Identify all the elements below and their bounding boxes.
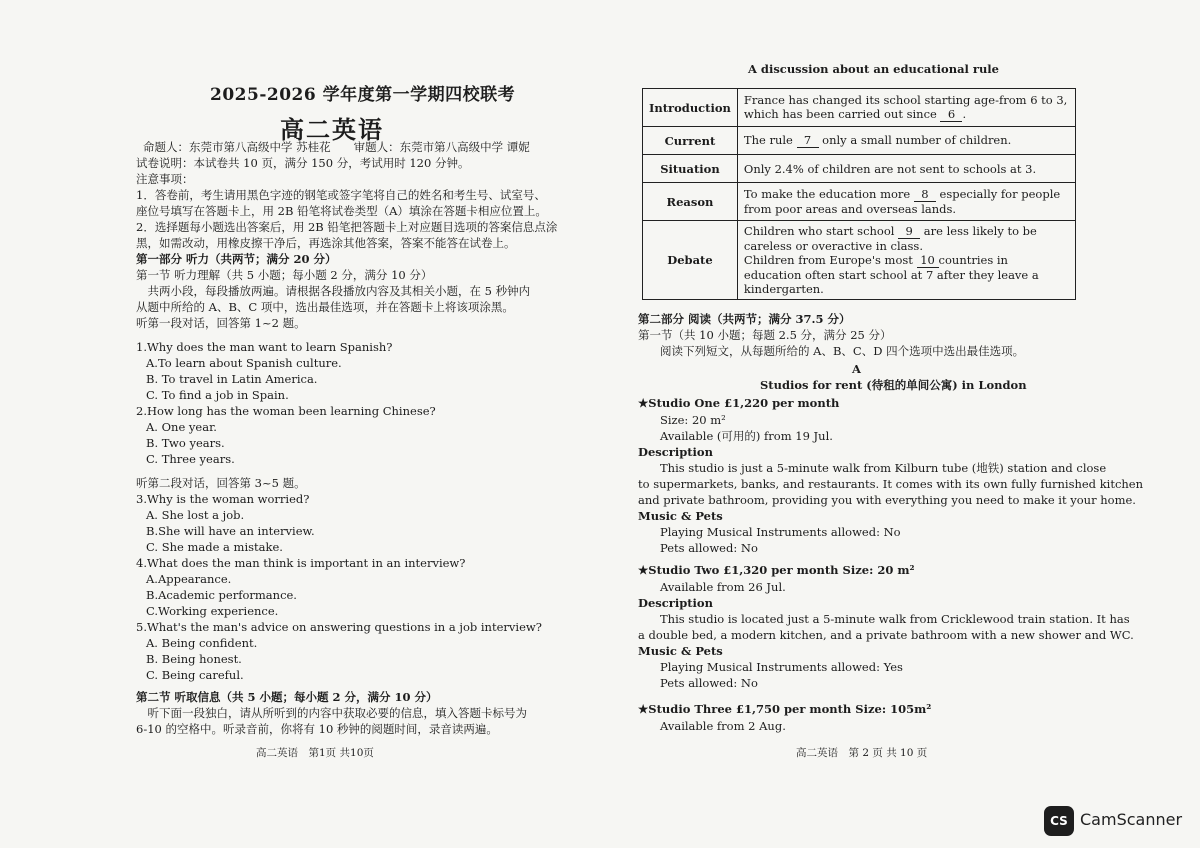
instruction-line: 从题中所给的 A、B、C 项中，选出最佳选项，并在答题卡上将该项涂黑。 xyxy=(136,300,514,314)
question-3: 3.Why is the woman worried? xyxy=(136,492,310,506)
section-heading: 第一节 听力理解（共 5 小题；每小题 2 分，满分 10 分） xyxy=(136,268,433,282)
studio-available: Available from 26 Jul. xyxy=(660,580,786,594)
option: B.She will have an interview. xyxy=(146,524,315,538)
studio-two-heading: ★Studio Two £1,320 per month Size: 20 m² xyxy=(638,563,915,577)
question-1: 1.Why does the man want to learn Spanish? xyxy=(136,340,393,354)
notice-line: 2．选择题每小题选出答案后，用 2B 铅笔把答题卡上对应题目选项的答案信息点涂 xyxy=(136,220,558,234)
notice-line: 座位号填写在答题卡上，用 2B 铅笔将试卷类型（A）填涂在答题卡相应位置上。 xyxy=(136,204,547,218)
row-head: Introduction xyxy=(643,89,738,127)
answer-blank: 9 xyxy=(898,224,920,239)
row-body: France has changed its school starting age-from 6 to 3, which has been carried out since 6 . xyxy=(737,89,1075,127)
option: A.Appearance. xyxy=(146,572,232,586)
description-line: to supermarkets, banks, and restaurants. It comes with its own fully furnished kitchen xyxy=(638,477,1144,491)
description-label: Description xyxy=(638,596,713,610)
description-line: and private bathroom, providing you with everything you need to make it your home. xyxy=(638,493,1136,507)
description-label: Description xyxy=(638,445,713,459)
part-heading: 第一部分 听力（共两节；满分 20 分） xyxy=(136,252,337,266)
row-head: Current xyxy=(643,127,738,155)
music-pets-label: Music & Pets xyxy=(638,644,723,658)
question-2: 2.How long has the woman been learning Chinese? xyxy=(136,404,436,418)
table-row xyxy=(643,89,1076,127)
reading-part-heading: 第二部分 阅读（共两节；满分 37.5 分） xyxy=(638,312,851,326)
row-body: Children who start school 9 are less likely to be careless or overactive in class. Children from Europe's most 10 countries in education often start school at 7 after they leave a kindergarten. xyxy=(737,221,1075,300)
row-body: To make the education more 8 especially for people from poor areas and overseas lands. xyxy=(737,183,1075,221)
option: C. She made a mistake. xyxy=(146,540,283,554)
page-footer: 高二英语 第1页 共10页 xyxy=(256,747,374,759)
option: C. To find a job in Spain. xyxy=(146,388,289,402)
row-body: Only 2.4% of children are not sent to schools at 3. xyxy=(737,155,1075,183)
pets-allowed: Pets allowed: No xyxy=(660,676,758,690)
option: C.Working experience. xyxy=(146,604,279,618)
instruction-line: 共两小段，每段播放两遍。请根据各段播放内容及其相关小题，在 5 秒钟内 xyxy=(136,284,531,298)
subject-title: 高二英语 xyxy=(280,115,384,144)
option: B. Being honest. xyxy=(146,652,242,666)
page-footer: 高二英语 第 2 页 共 10 页 xyxy=(796,747,928,759)
description-line: a double bed, a modern kitchen, and a private bathroom with a new shower and WC. xyxy=(638,628,1134,642)
reading-instruction: 阅读下列短文，从每题所给的 A、B、C、D 四个选项中选出最佳选项。 xyxy=(660,344,1025,358)
passage-letter: A xyxy=(852,362,861,376)
table-row xyxy=(643,155,1076,183)
notice-heading: 注意事项： xyxy=(136,172,194,186)
option: C. Being careful. xyxy=(146,668,244,682)
studio-size: Size: 20 m² xyxy=(660,413,726,427)
rule-table xyxy=(642,88,1076,300)
row-head: Debate xyxy=(643,221,738,300)
instruction-line: 听第一段对话，回答第 1~2 题。 xyxy=(136,316,306,330)
option: A. One year. xyxy=(146,420,217,434)
instruction-line: 听下面一段独白，请从所听到的内容中获取必要的信息，填入答题卡标号为 xyxy=(136,706,527,720)
description-line: This studio is just a 5-minute walk from Kilburn tube (地铁) station and close xyxy=(660,461,1107,475)
camscanner-watermark: CamScanner xyxy=(1080,810,1183,829)
notice-line: 黑，如需改动，用橡皮擦干净后，再选涂其他答案，答案不能答在试卷上。 xyxy=(136,236,516,250)
answer-blank: 6 xyxy=(940,107,962,122)
studio-three-heading: ★Studio Three £1,750 per month Size: 105m² xyxy=(638,702,932,716)
row-head: Reason xyxy=(643,183,738,221)
option: B. Two years. xyxy=(146,436,225,450)
question-4: 4.What does the man think is important in an interview? xyxy=(136,556,466,570)
option: A. She lost a job. xyxy=(146,508,245,522)
answer-blank: 8 xyxy=(914,187,936,202)
studio-available: Available (可用的) from 19 Jul. xyxy=(660,429,833,443)
studio-available: Available from 2 Aug. xyxy=(660,719,786,733)
option: A.To learn about Spanish culture. xyxy=(146,356,342,370)
option: A. Being confident. xyxy=(146,636,258,650)
music-allowed: Playing Musical Instruments allowed: Yes xyxy=(660,660,903,674)
table-row xyxy=(643,221,1076,300)
option: B.Academic performance. xyxy=(146,588,297,602)
option: B. To travel in Latin America. xyxy=(146,372,318,386)
music-pets-label: Music & Pets xyxy=(638,509,723,523)
question-5: 5.What's the man's advice on answering questions in a job interview? xyxy=(136,620,542,634)
answer-blank: 10 xyxy=(917,253,939,268)
option: C. Three years. xyxy=(146,452,235,466)
exam-info: 试卷说明：本试卷共 10 页，满分 150 分，考试用时 120 分钟。 xyxy=(136,156,470,170)
description-line: This studio is located just a 5-minute walk from Cricklewood train station. It has xyxy=(660,612,1130,626)
table-caption: A discussion about an educational rule xyxy=(748,62,999,76)
studio-one-heading: ★Studio One £1,220 per month xyxy=(638,396,840,410)
dialogue-heading: 听第二段对话，回答第 3~5 题。 xyxy=(136,476,306,490)
passage-title: Studios for rent (待租的单间公寓) in London xyxy=(760,378,1027,392)
answer-blank: 7 xyxy=(797,133,819,148)
row-head: Situation xyxy=(643,155,738,183)
music-allowed: Playing Musical Instruments allowed: No xyxy=(660,525,901,539)
notice-line: 1．答卷前，考生请用黑色字迹的钢笔或签字笔将自己的姓名和考生号、试室号、 xyxy=(136,188,546,202)
section-heading: 第二节 听取信息（共 5 小题；每小题 2 分，满分 10 分） xyxy=(136,690,438,704)
instruction-line: 6-10 的空格中。听录音前，你将有 10 秒钟的阅题时间，录音读两遍。 xyxy=(136,722,498,736)
author-line: 命题人：东莞市第八高级中学 苏桂花 审题人：东莞市第八高级中学 谭妮 xyxy=(143,140,530,154)
camscanner-logo-icon: CS xyxy=(1044,806,1074,836)
reading-section-heading: 第一节（共 10 小题；每题 2.5 分，满分 25 分） xyxy=(638,328,892,342)
row-body: The rule 7 only a small number of children. xyxy=(737,127,1075,155)
table-row xyxy=(643,127,1076,155)
pets-allowed: Pets allowed: No xyxy=(660,541,758,555)
exam-title: 2025-2026 学年度第一学期四校联考 xyxy=(210,85,516,105)
table-row xyxy=(643,183,1076,221)
